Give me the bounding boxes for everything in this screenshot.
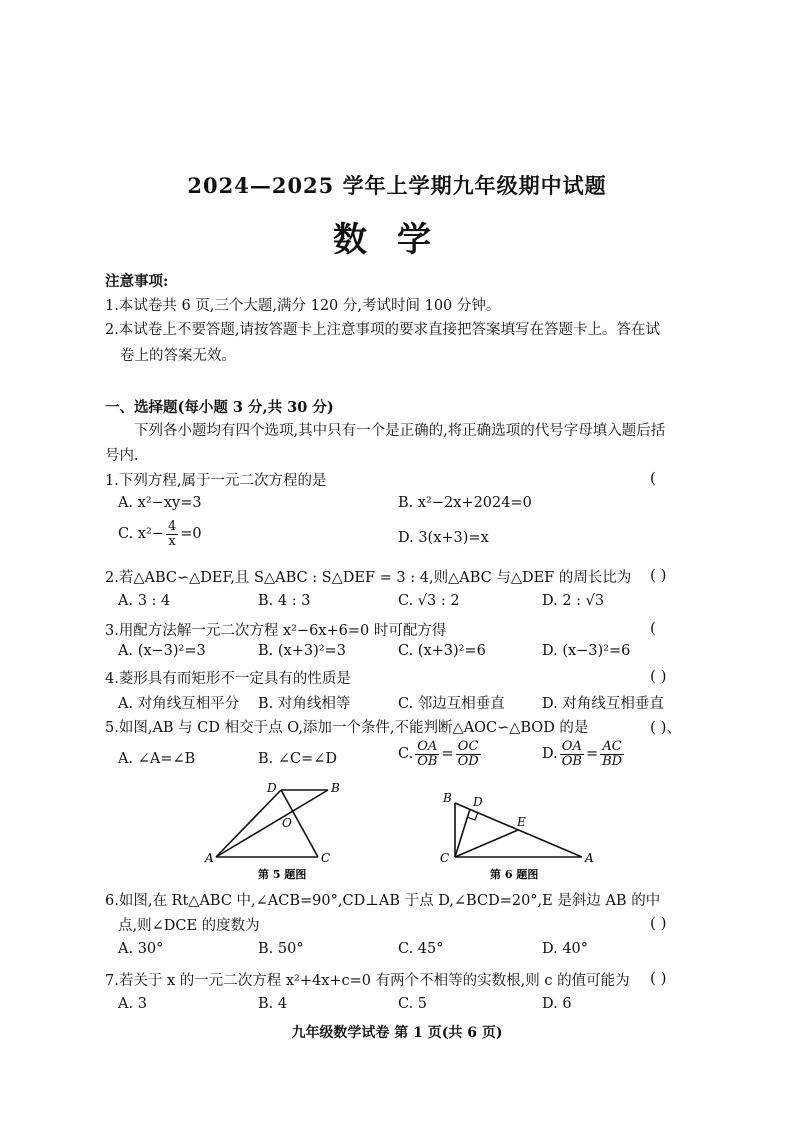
q2-option-d: D. 2 : √3 xyxy=(542,593,605,609)
q4-stem: 4.菱形具有而矩形不一定具有的性质是 xyxy=(105,671,351,687)
q7-option-c: C. 5 xyxy=(398,996,428,1012)
q6-option-b: B. 50° xyxy=(258,941,304,957)
fig5-label-A: A xyxy=(205,851,214,865)
section-heading: 一、选择题(每小题 3 分,共 30 分) xyxy=(105,399,334,416)
q4-option-c: C. 邻边互相垂直 xyxy=(398,696,505,712)
q4-answer-bracket: ( ) xyxy=(650,667,667,685)
q5-option-a: A. ∠A=∠B xyxy=(118,751,196,767)
q6-stem-line-1: 6.如图,在 Rt△ABC 中,∠ACB=90°,CD⊥AB 于点 D,∠BCD=20°,E 是斜边 AB 的中 xyxy=(105,893,661,909)
q3-option-c: C. (x+3)²=6 xyxy=(398,643,486,659)
fig6-segment-CE xyxy=(455,830,518,857)
q6-option-c: C. 45° xyxy=(398,941,444,957)
fig6-label-E: E xyxy=(517,815,526,829)
fig6-label-B: B xyxy=(443,791,452,805)
fig5-label-B: B xyxy=(331,781,340,795)
q5-answer-bracket: ( )、 xyxy=(650,718,682,736)
notes-item-2-line-2: 卷上的答案无效。 xyxy=(120,348,236,364)
q2-option-c: C. √3 : 2 xyxy=(398,593,460,609)
q3-option-b: B. (x+3)²=3 xyxy=(258,643,346,659)
fig6-label-D: D xyxy=(473,795,483,809)
q2-option-b: B. 4 : 3 xyxy=(258,593,311,609)
q6-option-d: D. 40° xyxy=(542,941,589,957)
q7-stem: 7.若关于 x 的一元二次方程 x²+4x+c=0 有两个不相等的实数根,则 c 的值可能为 xyxy=(105,973,630,989)
section-intro-line-2: 号内. xyxy=(105,448,139,464)
q4-option-a: A. 对角线互相平分 xyxy=(118,696,240,712)
q3-option-d: D. (x−3)²=6 xyxy=(542,643,631,659)
q5-stem: 5.如图,AB 与 CD 相交于点 O,添加一个条件,不能判断△AOC∽△BOD 的是 xyxy=(105,720,589,736)
q7-option-d: D. 6 xyxy=(542,996,572,1012)
q7-option-b: B. 4 xyxy=(258,996,288,1012)
fig6-caption: 第 6 题图 xyxy=(490,868,539,881)
q1-option-d: D. 3(x+3)=x xyxy=(398,530,489,546)
q1-option-c: C. x²− $\frac{4}{x}$ =0 xyxy=(118,519,202,549)
q1-option-a: A. x²−xy=3 xyxy=(118,495,202,511)
q3-option-a: A. (x−3)²=3 xyxy=(118,643,206,659)
q3-stem: 3.用配方法解一元二次方程 x²−6x+6=0 时可配方得 xyxy=(105,623,447,639)
q5-option-d: D. $\frac{OA}{OB}$ = $\frac{AC}{BD}$ xyxy=(542,739,623,769)
exam-title: 2024—2025 学年上学期九年级期中试题 xyxy=(187,173,607,198)
q6-answer-bracket: ( ) xyxy=(650,914,667,932)
q5-option-b: B. ∠C=∠D xyxy=(258,751,338,767)
q4-option-d: D. 对角线互相垂直 xyxy=(542,696,664,712)
fig5-label-C: C xyxy=(321,851,331,865)
notes-item-2-line-1: 2.本试卷上不要答题,请按答题卡上注意事项的要求直接把答案填写在答题卡上。答在试 xyxy=(105,322,660,338)
q7-answer-bracket: ( ) xyxy=(650,969,667,987)
page-footer: 九年级数学试卷 第 1 页(共 6 页) xyxy=(291,1025,503,1041)
q1-stem: 1.下列方程,属于一元二次方程的是 xyxy=(105,473,327,489)
q6-stem-line-2: 点,则∠DCE 的度数为 xyxy=(118,918,260,934)
q2-option-a: A. 3 : 4 xyxy=(118,593,171,609)
subject-title: 数学 xyxy=(333,220,461,260)
notes-item-1: 1.本试卷共 6 页,三个大题,满分 120 分,考试时间 100 分钟。 xyxy=(105,298,501,314)
fig5-caption: 第 5 题图 xyxy=(258,868,307,881)
q6-option-a: A. 30° xyxy=(118,941,164,957)
fig5-label-D: D xyxy=(267,781,277,795)
fig6-label-A: A xyxy=(585,851,594,865)
q5-option-c: C. $\frac{OA}{OB}$ = $\frac{OC}{OD}$ xyxy=(398,739,479,769)
fig6-label-C: C xyxy=(440,851,450,865)
q2-stem: 2.若△ABC∽△DEF,且 S△ABC : S△DEF = 3 : 4,则△ABC 与△DEF 的周长比为 xyxy=(105,570,632,586)
q1-answer-bracket: ( xyxy=(650,469,656,487)
q2-answer-bracket: ( ) xyxy=(650,566,667,584)
section-intro-line-1: 下列各小题均有四个选项,其中只有一个是正确的,将正确选项的代号字母填入题后括 xyxy=(134,423,666,439)
q7-option-a: A. 3 xyxy=(118,996,147,1012)
fig5-label-O: O xyxy=(282,816,292,830)
q3-answer-bracket: ( xyxy=(650,619,656,637)
figure-6 xyxy=(455,803,582,857)
notes-heading: 注意事项: xyxy=(105,273,169,290)
fig6-segment-CD xyxy=(455,809,470,857)
figure-5 xyxy=(216,790,328,857)
q4-option-b: B. 对角线相等 xyxy=(258,696,351,712)
q1-option-b: B. x²−2x+2024=0 xyxy=(398,495,532,511)
